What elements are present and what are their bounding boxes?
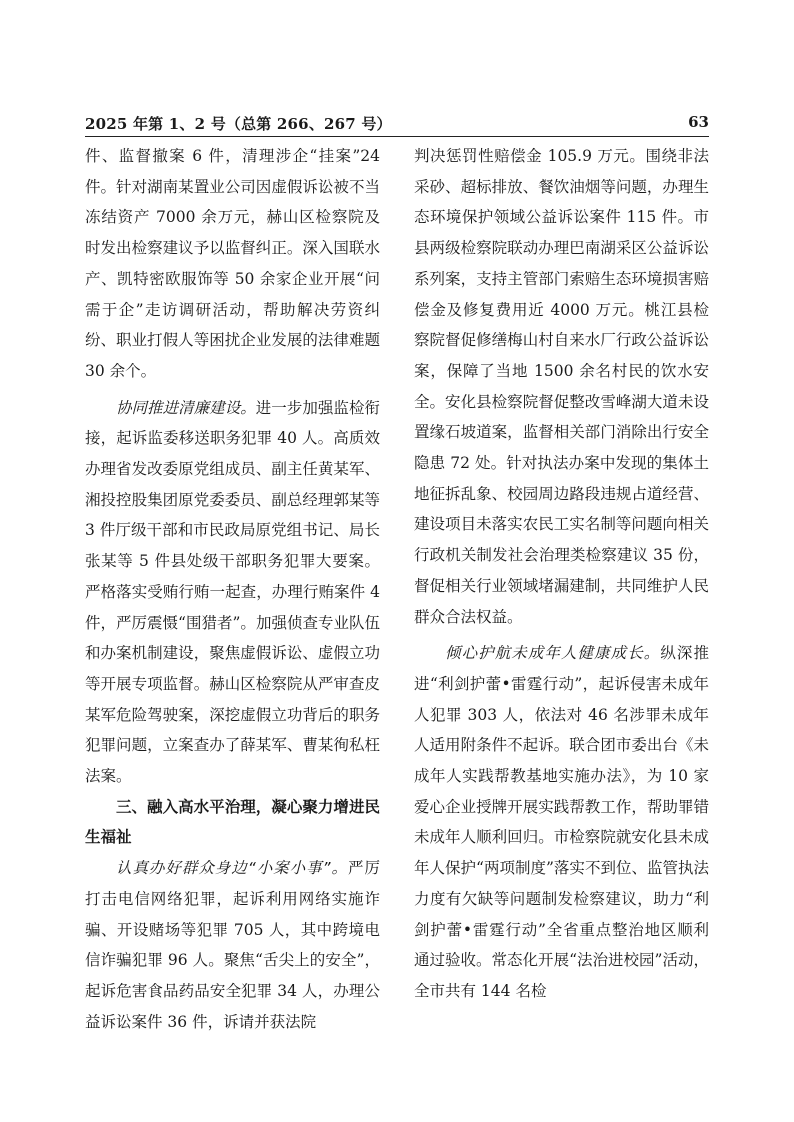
paragraph-continued: 判决惩罚性赔偿金 105.9 万元。围绕非法采砂、超标排放、餐饮油烟等问题，办理生态环境保护领域公益诉讼案件 115 件。市县两级检察院联动办理巴南湖采区公益诉讼系列案，支持主管部门索赔生态环境损害赔偿金及修复费用近 4000 万元。桃江县检察院督促修缮梅山村自来水厂行政公益诉讼案，保障了当地 1500 余名村民的饮水安全。安化县检察院督促整改雪峰湖大道未设置缘石坡道案，监督相关部门消除出行安全隐患 72 处。针对执法办案中发现的集体土地征拆乱象、校园周边路段违规占道经营、建设项目未落实农民工实名制等问题向相关行政机关制发社会治理类检察建议 35 份，督促相关行业领域堵漏建制，共同维护人民群众合法权益。 — [414, 147, 709, 626]
paragraph-clean-governance — [85, 393, 380, 792]
paragraph-lead: 协同推进清廉建设。 — [116, 398, 256, 417]
running-header — [85, 113, 709, 135]
paragraph-small-cases — [85, 853, 380, 1037]
paragraph-continued: 件、监督撤案 6 件，清理涉企“挂案”24 件。针对湖南某置业公司因虚假诉讼被不当冻结资产 7000 余万元，赫山区检察院及时发出检察建议予以监督纠正。深入国联水产、凯特密欧服饰等 50 余家企业开展“问需于企”走访调研活动，帮助解决劳资纠纷、职业打假人等困扰企业发展的法律难题 30 余个。 — [85, 147, 380, 380]
header-rule — [85, 136, 709, 137]
paragraph-lead: 倾心护航未成年人健康成长。 — [445, 644, 661, 663]
page-number: 63 — [688, 113, 709, 131]
paragraph-body: 纵深推进“利剑护蕾•雷霆行动”，起诉侵害未成年人犯罪 303 人，依法对 46 名涉罪未成年人适用附条件不起诉。联合团市委出台《未成年人实践帮教基地实施办法》，为 10 家爱心企业授牌开展实践帮教工作，帮助罪错未成年人顺利回归。市检察院就安化县未成年人保护“两项制度”落实不到位、监管执法力度有欠缺等问题制发检察建议，助力“利剑护蕾•雷霆行动”全省重点整治地区顺利通过验收。常态化开展“法治进校园”活动，全市共有 144 名检 — [414, 644, 709, 1000]
section-heading: 三、融入高水平治理，凝心聚力增进民生福祉 — [85, 797, 380, 847]
paragraph-lead: 认真办好群众身边“小案小事”。 — [116, 859, 349, 878]
left-column — [85, 141, 380, 1037]
issue-label: 2025 年第 1、2 号（总第 266、267 号） — [85, 115, 392, 133]
right-column — [414, 141, 709, 1007]
paragraph-body: 进一步加强监检衔接，起诉监委移送职务犯罪 40 人。高质效办理省发改委原党组成员、副主任黄某军、湘投控股集团原党委委员、副总经理郭某等 3 件厅级干部和市民政局原党组书记、局长张某等 5 件县处级干部职务犯罪大要案。严格落实受贿行贿一起查，办理行贿案件 4 件，严厉震慑“围猎者”。加强侦查专业队伍和办案机制建设，聚焦虚假诉讼、虚假立功等开展专项监督。赫山区检察院从严审查皮某军危险驾驶案，深挖虚假立功背后的职务犯罪问题，立案查办了薛某军、曹某徇私枉法案。 — [85, 398, 380, 786]
paragraph-body: 严厉打击电信网络犯罪，起诉利用网络实施诈骗、开设赌场等犯罪 705 人，其中跨境电信诈骗犯罪 96 人。聚焦“舌尖上的安全”，起诉危害食品药品安全犯罪 34 人，办理公益诉讼案件 36 件，诉请并获法院 — [85, 859, 380, 1031]
paragraph-minors-protection — [414, 638, 709, 1006]
